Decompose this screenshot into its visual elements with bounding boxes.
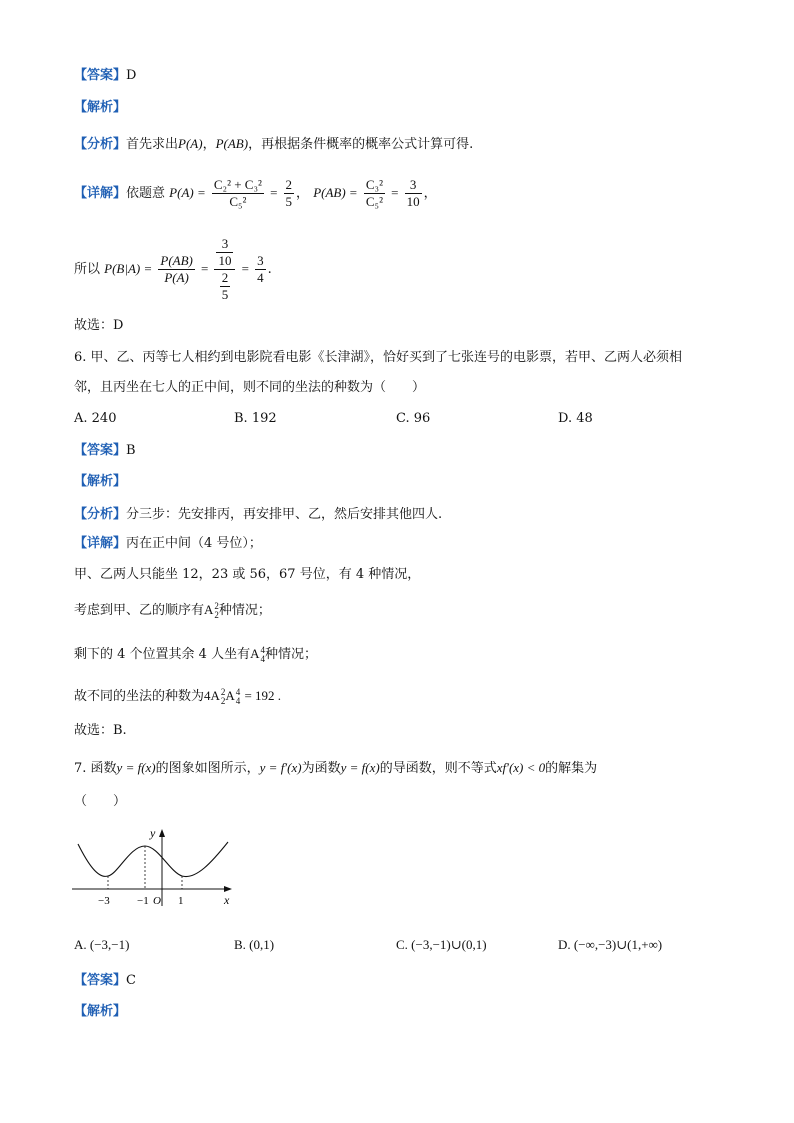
frac-den: 5	[221, 287, 229, 302]
q7-option-a: A. (−3,−1)	[74, 937, 130, 952]
fenxi-text: 分三步：先安排丙，再安排甲、乙，然后安排其他四人.	[126, 507, 443, 522]
answer-value: C	[126, 973, 136, 988]
pab-lhs: P(AB) =	[313, 185, 358, 200]
answer-tag: 【答案】	[74, 68, 127, 83]
stem-mid3: 的导函数，则不等式	[379, 761, 497, 776]
q6-fenxi-line	[74, 505, 442, 525]
frac-num: 3	[405, 177, 422, 194]
frac-num: 2	[285, 177, 293, 192]
fenxi-text-b: ，再根据条件概率的概率公式计算可得.	[248, 137, 474, 152]
detail-tag: 【详解】	[74, 536, 127, 551]
func-y-f2: y = f(x)	[340, 760, 380, 775]
y-axis-arrow	[159, 829, 165, 837]
permutation-a44: A 4 4	[250, 645, 265, 665]
q7-option-c: C. (−3,−1)∪(0,1)	[396, 937, 487, 952]
stem-post: 的解集为	[545, 761, 598, 776]
line-d-post: = 192 .	[244, 688, 282, 703]
inner-fraction-bottom	[220, 270, 231, 303]
q6-option-d: D. 48	[558, 411, 593, 426]
fraction-3-4	[255, 253, 266, 286]
fraction-c-sum	[212, 177, 264, 210]
q6-line-c	[74, 644, 317, 665]
frac-num: 3	[257, 253, 264, 268]
frac-num: 2	[221, 270, 229, 285]
fraction-pab-pa	[158, 253, 194, 286]
q6-line-d	[74, 686, 281, 707]
q6-option-b: B. 192	[234, 411, 277, 426]
x-axis-arrow	[224, 886, 232, 892]
label-y: y	[150, 826, 156, 840]
product-expression: 4A 2 2 A 4 4	[204, 687, 241, 707]
fenxi-tag: 【分析】	[74, 507, 127, 522]
frac-den: 5	[285, 194, 293, 209]
q6-detail-line	[74, 534, 262, 554]
stem-pre: 7. 函数	[74, 761, 117, 776]
q7-paren: （ ）	[74, 794, 127, 809]
frac-den: C₅²	[229, 194, 247, 209]
answer-tag: 【答案】	[74, 443, 127, 458]
q5-choose: 故选：D	[74, 318, 124, 333]
q7-answer-line	[74, 971, 136, 991]
pba-lhs: P(B|A) =	[104, 261, 153, 276]
q6-answer-line	[74, 441, 136, 461]
equals: =	[241, 261, 249, 276]
label-neg3: −3	[98, 895, 110, 907]
q6-stem-line2: 邻，且丙坐在七人的正中间，则不同的坐法的种数为（ ）	[74, 380, 426, 395]
frac-num: C₂² + C₃²	[213, 177, 262, 192]
label-x: x	[224, 893, 230, 907]
q5-conditional-line	[74, 236, 272, 303]
answer-value: D	[126, 68, 137, 83]
q5-analysis-line	[74, 98, 126, 118]
func-y-fprime: y = f′(x)	[259, 760, 302, 775]
end-comma: ，	[423, 186, 437, 201]
compound-denominator	[214, 270, 235, 303]
analysis-tag: 【解析】	[74, 100, 127, 115]
q6-option-a: A. 240	[74, 411, 117, 426]
period: .	[267, 262, 272, 277]
q5-answer-line	[74, 66, 136, 86]
q6-line-b	[74, 600, 271, 621]
analysis-tag: 【解析】	[74, 1004, 127, 1019]
stem-mid2: 为函数	[301, 761, 341, 776]
stem-mid1: 的图象如图所示，	[155, 761, 260, 776]
frac-den: 10	[406, 194, 420, 209]
compound-numerator	[214, 236, 235, 270]
fenxi-pa: P(A)	[178, 136, 203, 151]
line-d-pre: 故不同的坐法的种数为	[74, 689, 205, 704]
separator: ，	[296, 186, 310, 201]
fenxi-text-a: 首先求出	[126, 137, 179, 152]
line-c-post: 种情况；	[264, 647, 317, 662]
fenxi-pab: P(AB)	[215, 136, 249, 151]
fraction-c3	[364, 177, 385, 210]
fraction-2-5	[284, 177, 295, 210]
equals: =	[270, 185, 278, 200]
q6-stem-line1: 6. 甲、乙、丙等七人相约到电影院看电影《长津湖》，恰好买到了七张连号的电影票，若甲、乙两人必须相	[74, 350, 683, 365]
fenxi-comma: ，	[202, 137, 216, 152]
inner-fraction-top	[216, 236, 233, 269]
equals: =	[391, 185, 399, 200]
line-c-pre: 剩下的 4 个位置其余 4 人坐有	[74, 647, 251, 662]
function-curve	[78, 842, 228, 877]
frac-den: 4	[257, 270, 264, 285]
q7-option-d: D. (−∞,−3)∪(1,+∞)	[558, 937, 663, 952]
function-graph	[70, 824, 240, 908]
pa-lhs: P(A) =	[169, 185, 206, 200]
q7-option-b: B. (0,1)	[234, 937, 275, 952]
answer-tag: 【答案】	[74, 973, 127, 988]
detail-text: 依题意	[126, 186, 166, 201]
frac-num: C₃²	[365, 177, 383, 192]
q5-fenxi-line	[74, 134, 473, 155]
frac-den: C₅²	[365, 194, 383, 209]
frac-den: P(A)	[164, 270, 189, 285]
analysis-tag: 【解析】	[74, 474, 127, 489]
detail-text: 丙在正中间（4 号位）；	[126, 536, 262, 551]
label-one: 1	[178, 895, 184, 907]
detail-tag: 【详解】	[74, 186, 127, 201]
label-neg1: −1	[137, 895, 149, 907]
suoyi-text: 所以	[74, 262, 101, 277]
line-b-post: 种情况；	[218, 603, 271, 618]
line-b-pre: 考虑到甲、乙的顺序有	[74, 603, 205, 618]
compound-fraction	[214, 236, 235, 303]
equals: =	[201, 261, 209, 276]
frac-num: P(AB)	[160, 253, 193, 268]
permutation-a22: A 2 2	[204, 601, 219, 621]
fenxi-tag: 【分析】	[74, 137, 127, 152]
q6-line-a: 甲、乙两人只能坐 12，23 或 56，67 号位，有 4 种情况，	[74, 567, 421, 582]
fraction-3-10	[405, 177, 422, 210]
frac-num: 3	[216, 236, 233, 253]
frac-den: 10	[218, 253, 232, 268]
q7-analysis-line	[74, 1002, 126, 1022]
func-y-f: y = f(x)	[116, 760, 156, 775]
q6-analysis-line	[74, 472, 126, 492]
q6-choose: 故选：B.	[74, 723, 127, 738]
q7-stem-line	[74, 758, 597, 779]
label-origin: O	[153, 895, 161, 907]
inequality: xf′(x) < 0	[496, 760, 546, 775]
q5-detail-line	[74, 176, 437, 211]
q6-option-c: C. 96	[396, 411, 431, 426]
answer-value: B	[126, 443, 136, 458]
